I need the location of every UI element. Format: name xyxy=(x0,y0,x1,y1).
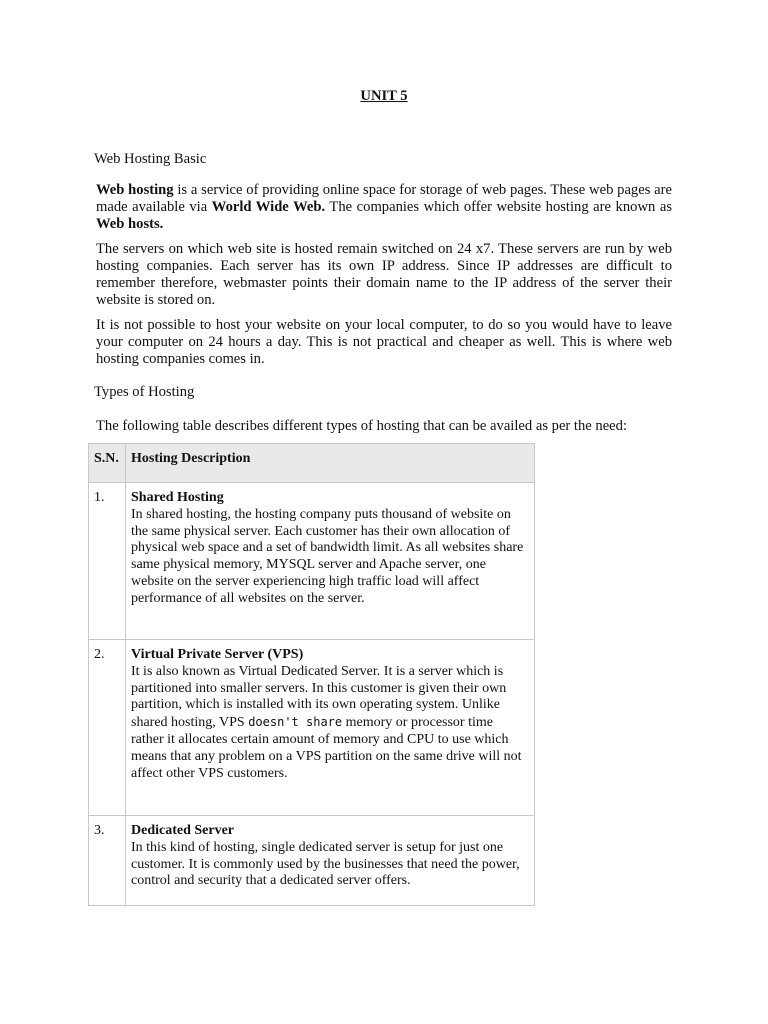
heading-web-hosting-basic: Web Hosting Basic xyxy=(94,151,207,167)
row-desc-vps-b: memory or processor time rather it allocates certain amount of memory and CPU to use which means that any problem on a VPS partition on the same drive will not affect other VPS customers. xyxy=(131,715,522,781)
row-title-vps: Virtual Private Server (VPS) xyxy=(131,647,304,662)
row-description xyxy=(126,483,535,640)
paragraph-servers: The servers on which web site is hosted remain switched on 24 x7. These servers are run by web hosting companies. Each server has its own IP address. Since IP addresses are difficult to remember therefore, webmaster points their domain name to the IP address of the server their website is stored on. xyxy=(96,241,672,308)
table-row xyxy=(89,640,535,816)
paragraph-local-computer: It is not possible to host your website on your local computer, to do so you would have to leave your computer on 24 hours a day. This is not practical and cheaper as well. This is where web hosting companies comes in. xyxy=(96,317,672,367)
row-sn: 3. xyxy=(89,816,126,906)
unit-title: UNIT 5 xyxy=(360,88,408,104)
row-desc-vps-mono: doesn't share xyxy=(248,715,343,730)
row-desc-shared-hosting: In shared hosting, the hosting company puts thousand of website on the same physical server. Each customer has their own allocation of physical web space and a set of bandwidth limit. As all websites share same physical memory, MYSQL server and Apache server, one website on the server experiencing high traffic load will affect performance of all websites on the server. xyxy=(131,506,524,606)
para1-text-a: is a service of providing online space for storage of web pages. These web pages are made available via xyxy=(96,182,672,215)
term-web-hosts: Web hosts. xyxy=(96,216,164,232)
row-description xyxy=(126,816,535,906)
row-desc-dedicated-server: In this kind of hosting, single dedicated server is setup for just one customer. It is commonly used by the businesses that need the power, control and security that a dedicated server offers. xyxy=(131,839,520,889)
para1-text-b: The companies which offer website hosting are known as xyxy=(325,199,672,215)
row-title-dedicated-server: Dedicated Server xyxy=(131,823,235,838)
row-sn: 1. xyxy=(89,483,126,640)
row-description xyxy=(126,640,535,816)
hosting-types-table xyxy=(88,443,535,906)
heading-types-of-hosting: Types of Hosting xyxy=(94,384,195,400)
header-sn: S.N. xyxy=(89,444,126,483)
row-title-shared-hosting: Shared Hosting xyxy=(131,490,224,505)
table-header-row xyxy=(89,444,535,483)
paragraph-table-intro: The following table describes different types of hosting that can be availed as per the need: xyxy=(96,418,628,434)
row-sn: 2. xyxy=(89,640,126,816)
header-hosting-description: Hosting Description xyxy=(126,444,535,483)
term-web-hosting: Web hosting xyxy=(96,182,174,198)
table-row xyxy=(89,483,535,640)
paragraph-web-hosting-definition xyxy=(96,182,672,233)
row-desc-vps-a: It is also known as Virtual Dedicated Server. It is a server which is partitioned into smaller servers. In this customer is given their own partition, which is installed with its own operating system. Unlike shared hosting, VPS xyxy=(131,663,507,731)
term-world-wide-web: World Wide Web. xyxy=(211,199,326,215)
table-row xyxy=(89,816,535,906)
